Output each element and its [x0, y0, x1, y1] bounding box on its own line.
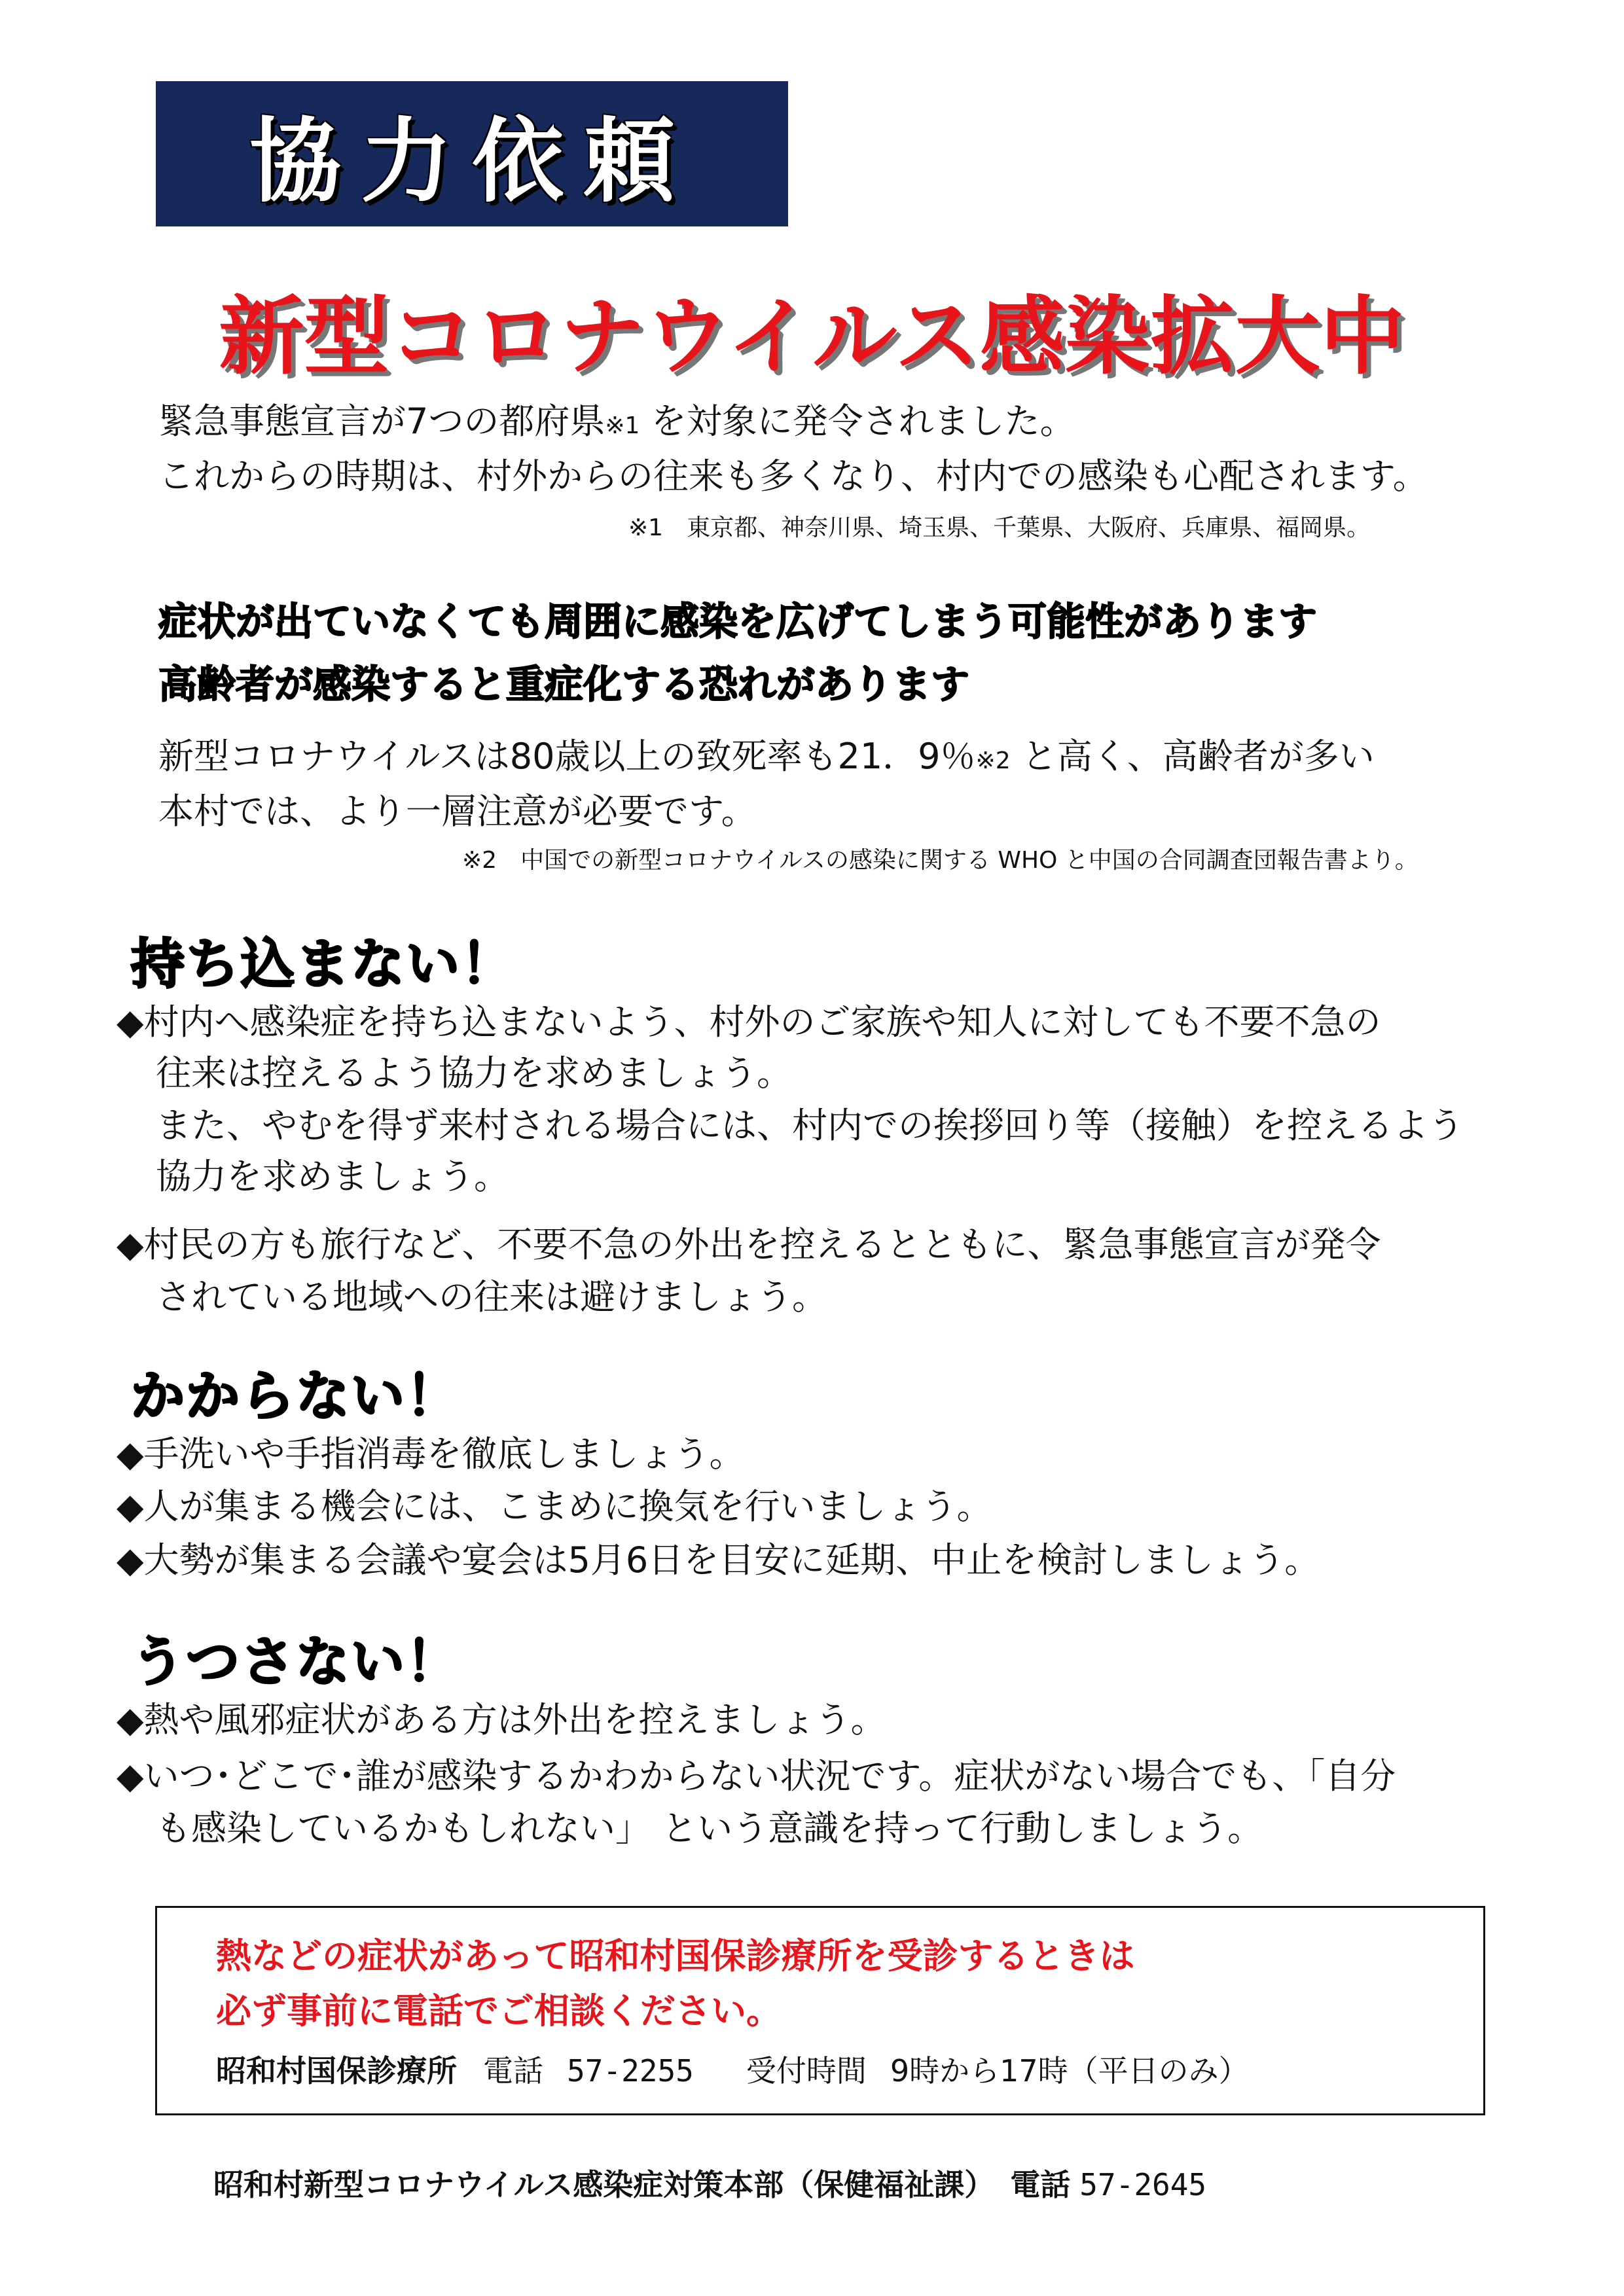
section-title-bring-in: 持ち込まない！ — [131, 933, 516, 996]
section2-bullet3: ◆大勢が集まる会議や宴会は5月6日を目安に延期、中止を検討しましょう。 — [117, 1539, 1320, 1581]
title-badge — [156, 81, 788, 226]
section-title-spread: うつさない！ — [131, 1631, 461, 1693]
risk-footnote-ref-2: ※2 — [975, 747, 1011, 774]
clinic-name: 昭和村国保診療所 — [216, 2053, 457, 2089]
footnote-1: ※1 東京都、神奈川県、埼玉県、千葉県、大阪府、兵庫県、福岡県。 — [628, 514, 1371, 541]
risk-line-1-end: と高く、高齢者が多い — [1010, 736, 1375, 777]
subheading-1: 症状が出ていなくても周囲に感染を広げてしまう可能性があります — [158, 599, 1318, 644]
clinic-hours-label: 受付時間 — [746, 2053, 867, 2089]
section1-bullet1-line2: 往来は控えるよう協力を求めましょう。 — [156, 1052, 792, 1094]
section1-bullet1-line4: 協力を求めましょう。 — [156, 1156, 509, 1197]
intro-line-2: これからの時期は、村外からの往来も多くなり、村内での感染も心配されます。 — [158, 456, 1428, 497]
intro-line-1 — [158, 397, 1075, 451]
section2-bullet1: ◆手洗いや手指消毒を徹底しましょう。 — [117, 1433, 745, 1475]
section1-bullet2-line1: ◆村民の方も旅行など、不要不急の外出を控えるとともに、緊急事態宣言が発令 — [117, 1224, 1381, 1265]
risk-line-2: 本村では、より一層注意が必要です。 — [158, 791, 757, 832]
intro-line-1-end: を対象に発令されました。 — [640, 401, 1075, 442]
notice-line-2: 必ず事前に電話でご相談ください。 — [216, 1990, 782, 2032]
notice-line-1: 熱などの症状があって昭和村国保診療所を受診するときは — [216, 1935, 1135, 1977]
footer — [213, 2161, 1206, 2204]
headline: 新型コロナウイルス感染拡大中 — [219, 287, 1405, 386]
section1-bullet1-line3: また、やむを得ず来村される場合には、村内での挨拶回り等（接触）を控えるよう — [156, 1105, 1464, 1146]
title-badge-text: 協力依頼 — [249, 108, 695, 215]
footnote-2: ※2 中国での新型コロナウイルスの感染に関する WHO と中国の合同調査団報告書より。 — [462, 847, 1418, 874]
clinic-phone: 57-2255 — [567, 2053, 694, 2089]
section-title-catch: かからない！ — [131, 1365, 461, 1427]
clinic-hours: 9時から17時（平日のみ） — [890, 2053, 1249, 2089]
risk-line-1-text: 新型コロナウイルスは80歳以上の致死率も21．9％ — [158, 736, 976, 777]
clinic-contact — [216, 2047, 1249, 2090]
risk-line-1 — [158, 732, 1375, 786]
section2-bullet2: ◆人が集まる機会には、こまめに換気を行いましょう。 — [117, 1486, 992, 1527]
clinic-phone-label: 電話 — [483, 2053, 543, 2089]
section1-bullet1-line1: ◆村内へ感染症を持ち込まないよう、村外のご家族や知人に対しても不要不急の — [117, 1001, 1381, 1043]
section3-bullet2-line1: ◆いつ･どこで･誰が感染するかわからない状況です。症状がない場合でも、「自分 — [117, 1755, 1396, 1797]
footer-office: 昭和村新型コロナウイルス感染症対策本部（保健福祉課） — [213, 2167, 995, 2202]
intro-footnote-ref-1: ※1 — [605, 412, 640, 439]
footer-phone: 57-2645 — [1079, 2167, 1207, 2202]
subheading-2: 高齢者が感染すると重症化する恐れがあります — [158, 662, 970, 707]
section3-bullet2-line2: も感染しているかもしれない」 という意識を持って行動しましょう。 — [156, 1808, 1263, 1849]
section1-bullet2-line2: されている地域への往来は避けましょう。 — [156, 1276, 827, 1318]
footer-phone-label: 電話 — [1010, 2167, 1071, 2202]
section3-bullet1: ◆熱や風邪症状がある方は外出を控えましょう。 — [117, 1699, 886, 1740]
intro-line-1-text: 緊急事態宣言が7つの都府県 — [158, 401, 605, 442]
